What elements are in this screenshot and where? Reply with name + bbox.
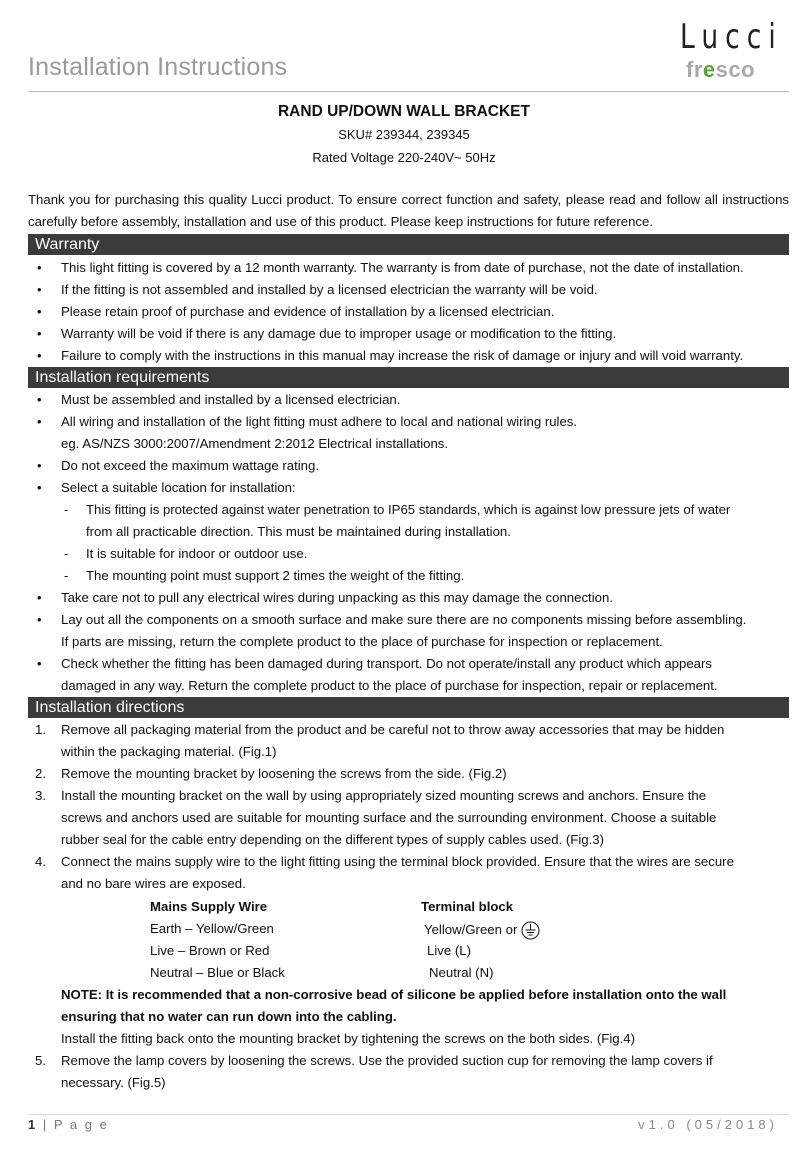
step-number: 3.	[35, 788, 46, 803]
step-number: 4.	[35, 854, 46, 869]
list-item-continuation: damaged in any way. Return the complete product to the place of purchase for inspection, repair or replacement.	[61, 678, 718, 693]
list-item: If the fitting is not assembled and installed by a licensed electrician the warranty will be void.	[61, 282, 598, 297]
dash-icon: -	[64, 546, 69, 561]
list-item: Check whether the fitting has been damaged during transport. Do not operate/install any product which appears	[61, 656, 712, 671]
step-number: 2.	[35, 766, 46, 781]
note-text: ensuring that no water can run down into the cabling.	[61, 1009, 397, 1024]
sub-item: This fitting is protected against water penetration to IP65 standards, which is against low pressure jets of water	[86, 502, 731, 517]
list-item: Please retain proof of purchase and evidence of installation by a licensed electrician.	[61, 304, 555, 319]
bullet-icon: •	[37, 458, 42, 473]
list-item: This light fitting is covered by a 12 month warranty. The warranty is from date of purchase, not the date of installation.	[61, 260, 744, 275]
brand-sub-logo: fresco	[686, 57, 756, 82]
warranty-heading: Warranty	[28, 234, 789, 255]
wiring-cell: Live – Brown or Red	[150, 943, 270, 958]
list-item: Warranty will be void if there is any damage due to improper usage or modification to the fitting.	[61, 326, 617, 341]
sub-item: The mounting point must support 2 times the weight of the fitting.	[86, 568, 465, 583]
wiring-cell: Yellow/Green or	[424, 921, 540, 940]
list-item: Lay out all the components on a smooth surface and make sure there are no components missing before assembling.	[61, 612, 747, 627]
bullet-icon: •	[37, 282, 42, 297]
note-text: NOTE: It is recommended that a non-corrosive bead of silicone be applied before installation onto the wall	[61, 987, 727, 1002]
step-text: Remove the lamp covers by loosening the screws. Use the provided suction cup for removing the lamp covers if	[61, 1053, 713, 1068]
step-text: Install the fitting back onto the mounting bracket by tightening the screws on the both sides. (Fig.4)	[61, 1031, 635, 1046]
step-text: Connect the mains supply wire to the light fitting using the terminal block provided. Ensure that the wires are secure	[61, 854, 734, 869]
footer-divider	[28, 1114, 789, 1115]
step-number: 1.	[35, 722, 46, 737]
step-text: Remove the mounting bracket by loosening the screws from the side. (Fig.2)	[61, 766, 507, 781]
header-title: Installation Instructions	[28, 53, 288, 81]
wiring-col-header: Mains Supply Wire	[150, 899, 268, 914]
wiring-cell: Neutral (N)	[429, 965, 494, 980]
intro-paragraph: Thank you for purchasing this quality Lucci product. To ensure correct function and safety, please read and follow all instructions carefully before assembly, installation and use of this product. Please keep instructions for future reference.	[28, 192, 789, 229]
header-divider	[28, 91, 789, 92]
list-item: Select a suitable location for installation:	[61, 480, 296, 495]
wiring-cell: Live (L)	[427, 943, 471, 958]
bullet-icon: •	[37, 260, 42, 275]
list-item-continuation: eg. AS/NZS 3000:2007/Amendment 2:2012 Electrical installations.	[61, 436, 449, 451]
requirements-heading: Installation requirements	[28, 367, 789, 388]
bullet-icon: •	[37, 656, 42, 671]
bullet-icon: •	[37, 348, 42, 363]
wiring-col-header: Terminal block	[421, 899, 514, 914]
bullet-icon: •	[37, 480, 42, 495]
step-text: Install the mounting bracket on the wall by using appropriately sized mounting screws and anchors. Ensure the	[61, 788, 707, 803]
step-text: necessary. (Fig.5)	[61, 1075, 166, 1090]
wiring-cell: Earth – Yellow/Green	[150, 921, 274, 936]
list-item: Take care not to pull any electrical wires during unpacking as this may damage the connection.	[61, 590, 613, 605]
step-text: rubber seal for the cable entry depending on the different types of supply cables used. (Fig.3)	[61, 832, 604, 847]
list-item: Must be assembled and installed by a licensed electrician.	[61, 392, 401, 407]
step-text: and no bare wires are exposed.	[61, 876, 246, 891]
list-item: Do not exceed the maximum wattage rating.	[61, 458, 320, 473]
directions-heading: Installation directions	[28, 697, 789, 718]
list-item: All wiring and installation of the light fitting must adhere to local and national wiring rules.	[61, 414, 578, 429]
bullet-icon: •	[37, 590, 42, 605]
sku-line: SKU# 239344, 239345	[338, 127, 470, 142]
version-label: v1.0 (05/2018)	[638, 1117, 778, 1132]
document-title: RAND UP/DOWN WALL BRACKET	[277, 103, 530, 120]
bullet-icon: •	[37, 414, 42, 429]
page-number: 1 | P a g e	[28, 1117, 109, 1132]
bullet-icon: •	[37, 326, 42, 341]
voltage-line: Rated Voltage 220-240V~ 50Hz	[312, 150, 496, 165]
step-number: 5.	[35, 1053, 46, 1068]
sub-item-continuation: from all practicable direction. This must be maintained during installation.	[86, 524, 511, 539]
earth-ground-icon	[521, 921, 540, 940]
bullet-icon: •	[37, 304, 42, 319]
brand-logo: Lucci	[680, 17, 783, 57]
step-text: Remove all packaging material from the product and be careful not to throw away accessories that may be hidden	[61, 722, 725, 737]
bullet-icon: •	[37, 612, 42, 627]
wiring-cell: Neutral – Blue or Black	[150, 965, 285, 980]
step-text: screws and anchors used are suitable for mounting surface and the surrounding environment. Choose a suitable	[61, 810, 717, 825]
dash-icon: -	[64, 502, 69, 517]
bullet-icon: •	[37, 392, 42, 407]
list-item-continuation: If parts are missing, return the complete product to the place of purchase for inspection or replacement.	[61, 634, 663, 649]
step-text: within the packaging material. (Fig.1)	[61, 744, 277, 759]
dash-icon: -	[64, 568, 69, 583]
sub-item: It is suitable for indoor or outdoor use.	[86, 546, 308, 561]
list-item: Failure to comply with the instructions in this manual may increase the risk of damage or injury and will void warranty.	[61, 348, 744, 363]
